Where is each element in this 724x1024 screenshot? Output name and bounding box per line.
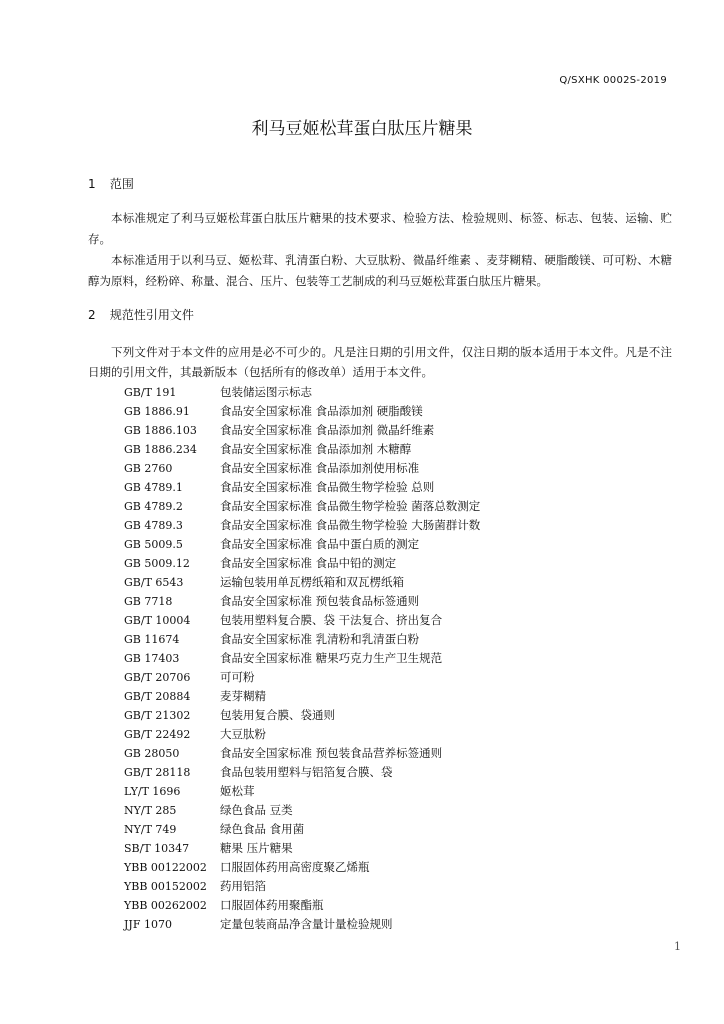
reference-item: [124, 801, 684, 820]
reference-item: [124, 497, 684, 516]
reference-code: GB 1886.103: [124, 424, 197, 437]
reference-item: [124, 554, 684, 573]
reference-item: [124, 459, 684, 478]
reference-item: [124, 877, 684, 896]
reference-name: 食品安全国家标准 食品添加剂 微晶纤维素: [220, 423, 435, 437]
page-number: 1: [674, 940, 681, 953]
reference-item: [124, 725, 684, 744]
reference-item: [124, 383, 684, 402]
reference-name: 食品安全国家标准 食品添加剂使用标准: [220, 461, 420, 475]
reference-name: 包装用塑料复合膜、袋 干法复合、挤出复合: [220, 613, 443, 627]
reference-code: GB 7718: [124, 595, 173, 608]
document-title: 利马豆姬松茸蛋白肽压片糖果: [251, 119, 473, 139]
section-2-title: 规范性引用文件: [109, 308, 194, 322]
section-2-number: 2: [88, 308, 96, 322]
reference-code: NY/T 749: [124, 823, 177, 836]
reference-name: 包装储运图示标志: [220, 385, 312, 399]
reference-name: 食品安全国家标准 预包装食品营养标签通则: [220, 746, 443, 760]
reference-name: 口服固体药用高密度聚乙烯瓶: [220, 860, 370, 874]
reference-name: 食品安全国家标准 糖果巧克力生产卫生规范: [220, 651, 443, 665]
reference-code: GB 5009.12: [124, 557, 190, 570]
reference-name: 食品安全国家标准 食品微生物学检验 总则: [220, 480, 435, 494]
reference-name: 食品安全国家标准 食品微生物学检验 大肠菌群计数: [220, 518, 481, 532]
reference-name: 药用铝箔: [220, 879, 266, 893]
reference-code: GB/T 20706: [124, 671, 191, 684]
reference-name: 食品安全国家标准 食品添加剂 硬脂酸镁: [220, 404, 423, 418]
reference-item: [124, 687, 684, 706]
reference-code: GB/T 22492: [124, 728, 191, 741]
section-1-heading: [88, 175, 134, 192]
reference-code: GB/T 10004: [124, 614, 191, 627]
reference-code: GB 5009.5: [124, 538, 183, 551]
section-1-title: 范围: [109, 177, 134, 191]
reference-code: JJF 1070: [124, 918, 172, 931]
section-2-intro: 下列文件对于本文件的应用是必不可少的。凡是注日期的引用文件，仅注日期的版本适用于本文件。凡是不注日期的引用文件，其最新版本（包括所有的修改单）适用于本文件。: [88, 345, 672, 379]
reference-item: [124, 839, 684, 858]
reference-code: GB 4789.1: [124, 481, 183, 494]
reference-name: 食品安全国家标准 预包装食品标签通则: [220, 594, 420, 608]
reference-code: GB 4789.3: [124, 519, 183, 532]
reference-item: [124, 535, 684, 554]
section-2-heading: [88, 306, 194, 323]
reference-name: 食品安全国家标准 食品添加剂 木糖醇: [220, 442, 412, 456]
reference-code: GB 28050: [124, 747, 180, 760]
reference-list: [124, 383, 684, 934]
reference-name: 食品安全国家标准 乳清粉和乳清蛋白粉: [220, 632, 420, 646]
reference-item: [124, 478, 684, 497]
reference-name: 包装用复合膜、袋通则: [220, 708, 335, 722]
reference-name: 麦芽糊精: [220, 689, 266, 703]
reference-name: 大豆肽粉: [220, 727, 266, 741]
reference-item: [124, 516, 684, 535]
reference-name: 绿色食品 食用菌: [220, 822, 305, 836]
reference-item: [124, 573, 684, 592]
reference-name: 姬松茸: [220, 784, 255, 798]
reference-code: GB/T 191: [124, 386, 177, 399]
reference-item: [124, 611, 684, 630]
reference-name: 口服固体药用聚酯瓶: [220, 898, 324, 912]
reference-item: [124, 668, 684, 687]
reference-item: [124, 592, 684, 611]
reference-name: 食品包装用塑料与铝箔复合膜、袋: [220, 765, 393, 779]
standard-code: Q/SXHK 0002S-2019: [559, 75, 667, 86]
reference-code: GB 1886.91: [124, 405, 190, 418]
reference-item: [124, 649, 684, 668]
reference-item: [124, 782, 684, 801]
reference-code: GB 4789.2: [124, 500, 183, 513]
section-1-paragraph-applicability: 本标准适用于以利马豆、姬松茸、乳清蛋白粉、大豆肽粉、微晶纤维素 、麦芽糊精、硬脂酸镁、可可粉、木糖醇为原料，经粉碎、称量、混合、压片、包装等工艺制成的利马豆姬松茸蛋白肽压片糖果。: [88, 253, 672, 288]
reference-code: GB/T 28118: [124, 766, 191, 779]
reference-name: 定量包装商品净含量计量检验规则: [220, 917, 393, 931]
reference-item: [124, 421, 684, 440]
reference-code: LY/T 1696: [124, 785, 181, 798]
section-1-paragraph-scope: 本标准规定了利马豆姬松茸蛋白肽压片糖果的技术要求、检验方法、检验规则、标签、标志、包装、运输、贮存。: [88, 211, 672, 246]
reference-code: GB 1886.234: [124, 443, 197, 456]
reference-code: SB/T 10347: [124, 842, 190, 855]
reference-name: 可可粉: [220, 670, 255, 684]
reference-code: GB/T 21302: [124, 709, 191, 722]
reference-item: [124, 915, 684, 934]
reference-code: GB 17403: [124, 652, 180, 665]
reference-code: YBB 00152002: [124, 880, 207, 893]
reference-item: [124, 440, 684, 459]
reference-code: NY/T 285: [124, 804, 177, 817]
reference-item: [124, 896, 684, 915]
reference-code: GB/T 20884: [124, 690, 191, 703]
reference-name: 食品安全国家标准 食品中蛋白质的测定: [220, 537, 420, 551]
reference-code: GB 2760: [124, 462, 173, 475]
reference-code: GB/T 6543: [124, 576, 184, 589]
reference-item: [124, 858, 684, 877]
reference-item: [124, 630, 684, 649]
reference-item: [124, 706, 684, 725]
reference-name: 运输包装用单瓦楞纸箱和双瓦楞纸箱: [220, 575, 404, 589]
reference-name: 食品安全国家标准 食品中铅的测定: [220, 556, 397, 570]
reference-name: 绿色食品 豆类: [220, 803, 293, 817]
reference-name: 食品安全国家标准 食品微生物学检验 菌落总数测定: [220, 499, 481, 513]
reference-item: [124, 744, 684, 763]
reference-code: GB 11674: [124, 633, 180, 646]
reference-item: [124, 820, 684, 839]
reference-item: [124, 402, 684, 421]
reference-code: YBB 00122002: [124, 861, 207, 874]
reference-item: [124, 763, 684, 782]
reference-code: YBB 00262002: [124, 899, 207, 912]
section-1-number: 1: [88, 177, 96, 191]
reference-name: 糖果 压片糖果: [220, 841, 293, 855]
